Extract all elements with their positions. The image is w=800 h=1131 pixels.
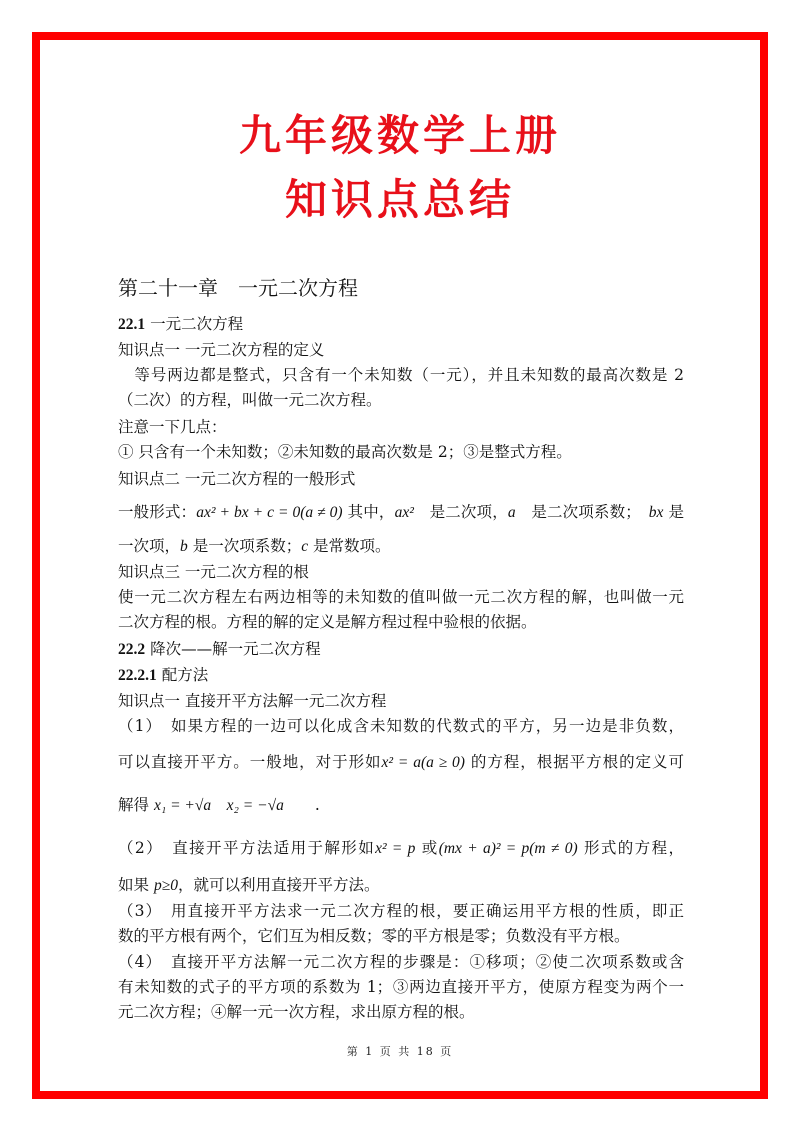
- paragraph-line: [118, 750, 684, 772]
- math-condition: p≥0: [153, 877, 178, 894]
- math-formula: (mx + a)² = p(m ≠ 0): [438, 840, 578, 857]
- paragraph-line: （二次）的方程，叫做一元二次方程。: [118, 391, 382, 409]
- math-formula: x₁ = +√a x₂ = −√a: [153, 797, 284, 814]
- section-number: 22.2.1: [118, 667, 157, 684]
- text: 一次项，: [118, 537, 181, 555]
- knowledge-point-3-title: 知识点三 一元二次方程的根: [118, 563, 309, 581]
- text: 形式的方程，: [577, 839, 684, 857]
- text: 解得: [118, 796, 154, 814]
- section-title: 一元二次方程: [150, 315, 244, 333]
- text: 如果: [118, 876, 154, 894]
- note-items: ① 只含有一个未知数；②未知数的最高次数是 2；③是整式方程。: [118, 443, 572, 461]
- text: 是: [663, 503, 684, 521]
- paragraph-line: 有未知数的式子的平方项的系数为 1；③两边直接开平方，使原方程变为两个一: [118, 978, 684, 996]
- math-var: bx: [648, 504, 664, 521]
- math-formula: x² = p: [375, 840, 416, 857]
- paragraph-line: （1） 如果方程的一边可以化成含未知数的代数式的平方，另一边是非负数，: [118, 717, 684, 735]
- math-var: c: [301, 538, 309, 555]
- text: 可以直接开平方。一般地，对于形如: [118, 753, 382, 771]
- section-heading-22-2-1: [118, 663, 208, 685]
- chapter-heading: 第二十一章 一元二次方程: [118, 276, 358, 300]
- note-title: 注意一下几点：: [118, 418, 227, 436]
- text: 一般形式：: [118, 503, 197, 521]
- knowledge-point-1-title: 知识点一 一元二次方程的定义: [118, 341, 325, 359]
- section-heading-22-2: [118, 637, 321, 659]
- paragraph-line: 等号两边都是整式，只含有一个未知数（一元），并且未知数的最高次数是 2: [118, 366, 684, 384]
- paragraph-line: 元二次方程；④解一元一次方程，求出原方程的根。: [118, 1003, 475, 1021]
- section-number: 22.2: [118, 641, 146, 658]
- document-title-line2: 知识点总结: [284, 175, 515, 224]
- text: ，就可以利用直接开平方法。: [177, 876, 380, 894]
- paragraph-line: （4） 直接开平方法解一元二次方程的步骤是：①移项；②使二次项系数或含: [118, 953, 684, 971]
- text: 或: [415, 839, 439, 857]
- section-title: 配方法: [161, 666, 209, 684]
- section-heading-22-1: [118, 312, 243, 334]
- general-form-formula: ax² + bx + c = 0(a ≠ 0): [196, 504, 343, 521]
- text: 是常数项。: [308, 537, 391, 555]
- text: （2） 直接开平方法适用于解形如: [118, 839, 376, 857]
- text: 是一次项系数；: [187, 537, 302, 555]
- text: 是二次项系数；: [515, 503, 649, 521]
- paragraph-line: [118, 793, 320, 815]
- text: 是二次项，: [413, 503, 508, 521]
- paragraph-line: [118, 873, 379, 895]
- math-var: b: [180, 538, 188, 555]
- paragraph-line: [118, 836, 684, 858]
- paragraph-line: （3） 用直接开平方法求一元二次方程的根，要正确运用平方根的性质，即正: [118, 902, 684, 920]
- math-var: a: [507, 504, 516, 521]
- paragraph-line: [118, 534, 391, 556]
- section-number: 22.1: [118, 316, 146, 333]
- text: .: [283, 796, 320, 814]
- paragraph-line: 使一元二次方程左右两边相等的未知数的值叫做一元二次方程的解，也叫做一元: [118, 588, 684, 606]
- page-number-footer: 第 1 页 共 18 页: [346, 1045, 454, 1058]
- general-form-line: [118, 500, 684, 522]
- knowledge-point-2-title: 知识点二 一元二次方程的一般形式: [118, 470, 356, 488]
- document-title-line1: 九年级数学上册: [238, 111, 561, 160]
- section-title: 降次——解一元二次方程: [150, 640, 321, 658]
- text: 其中，: [342, 503, 395, 521]
- text: 的方程，根据平方根的定义可: [464, 753, 684, 771]
- method-1-title: 知识点一 直接开平方法解一元二次方程: [118, 692, 387, 710]
- quadratic-term: ax²: [394, 504, 414, 521]
- paragraph-line: 数的平方根有两个，它们互为相反数；零的平方根是零；负数没有平方根。: [118, 927, 630, 945]
- paragraph-line: 二次方程的根。方程的解的定义是解方程过程中验根的依据。: [118, 613, 537, 631]
- math-formula: x² = a(a ≥ 0): [381, 754, 465, 771]
